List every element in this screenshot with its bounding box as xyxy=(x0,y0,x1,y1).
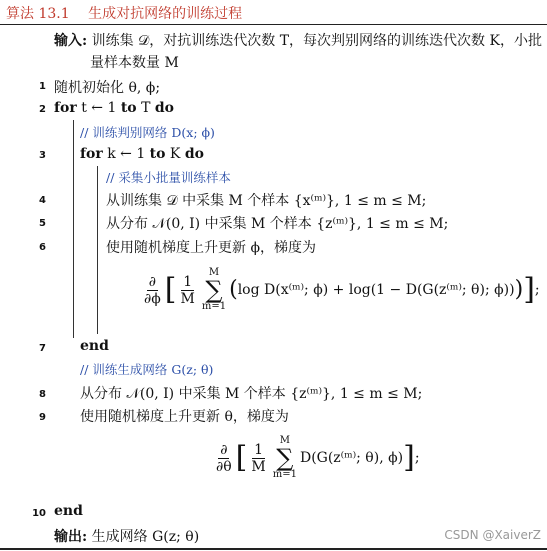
line-number: 7 xyxy=(39,343,46,354)
algo-line-9: 使用随机梯度上升更新 θ，梯度为 xyxy=(80,409,289,425)
keyword: to xyxy=(149,146,166,162)
sigma-symbol: ∑ xyxy=(276,444,294,472)
input-label: 输入: xyxy=(54,33,88,49)
algo-line-5: 从分布 𝒩(0, I) 中采集 M 个样本 {z⁽ᵐ⁾}, 1 ≤ m ≤ M; xyxy=(106,216,449,232)
frac-denominator: M xyxy=(251,458,266,475)
equation-tail: ; xyxy=(534,282,540,298)
frac-numerator: ∂ xyxy=(220,441,228,458)
algo-line-1: 随机初始化 θ, ϕ; xyxy=(54,80,161,96)
keyword: for xyxy=(80,146,103,162)
left-bracket: [ xyxy=(164,272,177,307)
sigma-symbol: ∑ xyxy=(205,276,223,304)
algo-line-4: 从训练集 𝒟 中采集 M 个样本 {x⁽ᵐ⁾}, 1 ≤ m ≤ M; xyxy=(106,193,427,209)
line-number: 2 xyxy=(39,104,46,115)
algo-text: t ← 1 xyxy=(76,100,121,116)
mean-fraction xyxy=(249,442,267,475)
input-text-1: 训练集 𝒟，对抗训练迭代次数 T，每次判别网络的训练迭代次数 K，小批 xyxy=(91,33,542,49)
equation-body: D(G(z⁽ᵐ⁾; θ), ϕ) xyxy=(299,450,404,466)
line-number: 5 xyxy=(39,218,46,229)
mean-fraction xyxy=(179,274,197,307)
line-number: 1 xyxy=(39,81,46,92)
algo-text: k ← 1 xyxy=(102,146,150,162)
sum-upper: M xyxy=(279,435,290,446)
right-bracket: ] xyxy=(403,440,415,475)
keyword: for xyxy=(54,100,77,116)
algo-line-2 xyxy=(54,100,174,116)
algo-line-6: 使用随机梯度上升更新 ϕ，梯度为 xyxy=(106,240,316,256)
frac-numerator: 1 xyxy=(254,441,264,458)
algo-line-8: 从分布 𝒩(0, I) 中采集 M 个样本 {z⁽ᵐ⁾}, 1 ≤ m ≤ M; xyxy=(80,386,423,402)
input-line xyxy=(54,30,542,50)
frac-denominator: ∂θ xyxy=(216,458,232,475)
sum-lower: m=1 xyxy=(201,301,227,312)
algo-text: K xyxy=(165,146,185,162)
summation xyxy=(202,268,226,312)
partial-derivative xyxy=(142,274,163,307)
left-bracket: [ xyxy=(235,440,248,475)
algorithm-title-bar xyxy=(0,0,547,25)
right-bracket: ] xyxy=(523,272,535,307)
comment-sample-minibatch: // 采集小批量训练样本 xyxy=(106,170,231,185)
summation xyxy=(273,436,297,480)
left-paren: ( xyxy=(229,277,238,302)
partial-derivative xyxy=(214,442,234,475)
sum-upper: M xyxy=(208,267,220,278)
line-number: 3 xyxy=(39,150,46,161)
keyword: do xyxy=(184,146,204,162)
algo-line-3 xyxy=(80,146,204,162)
sum-lower: m=1 xyxy=(272,469,297,480)
algo-text: T xyxy=(136,100,155,116)
right-paren: ) xyxy=(514,277,524,302)
line-number: 9 xyxy=(39,412,46,423)
output-line xyxy=(54,526,199,546)
bottom-rule xyxy=(0,548,547,550)
line-number: 8 xyxy=(39,389,46,400)
frac-numerator: 1 xyxy=(183,273,193,290)
input-line-2 xyxy=(90,52,179,72)
keyword: to xyxy=(120,100,137,116)
comment-train-discriminator: // 训练判别网络 D(x; ϕ) xyxy=(80,125,215,140)
frac-denominator: M xyxy=(180,290,195,307)
algorithm-title: 算法 13.1 生成对抗网络的训练过程 xyxy=(6,6,243,22)
input-text-2: 量样本数量 M xyxy=(90,55,179,71)
output-label: 输出: xyxy=(54,529,88,545)
frac-numerator: ∂ xyxy=(148,273,157,290)
equation-body: log D(x⁽ᵐ⁾; ϕ) + log(1 − D(G(z⁽ᵐ⁾; θ); ϕ)) xyxy=(237,282,515,298)
block-bar-outer xyxy=(73,120,74,338)
gradient-equation-2 xyxy=(212,436,420,480)
gradient-equation-1 xyxy=(140,268,540,312)
comment-train-generator: // 训练生成网络 G(z; θ) xyxy=(80,362,214,377)
line-number: 6 xyxy=(39,242,46,253)
output-text: 生成网络 G(z; θ) xyxy=(91,529,200,545)
watermark: CSDN @XaiverZ xyxy=(444,528,541,542)
equation-tail: ; xyxy=(414,450,420,466)
line-number: 4 xyxy=(39,195,46,206)
frac-denominator: ∂ϕ xyxy=(144,290,161,307)
end-keyword-inner: end xyxy=(80,338,109,354)
keyword: do xyxy=(154,100,175,116)
line-number: 10 xyxy=(32,508,46,519)
end-keyword-outer: end xyxy=(54,503,83,519)
block-bar-inner xyxy=(97,166,98,334)
